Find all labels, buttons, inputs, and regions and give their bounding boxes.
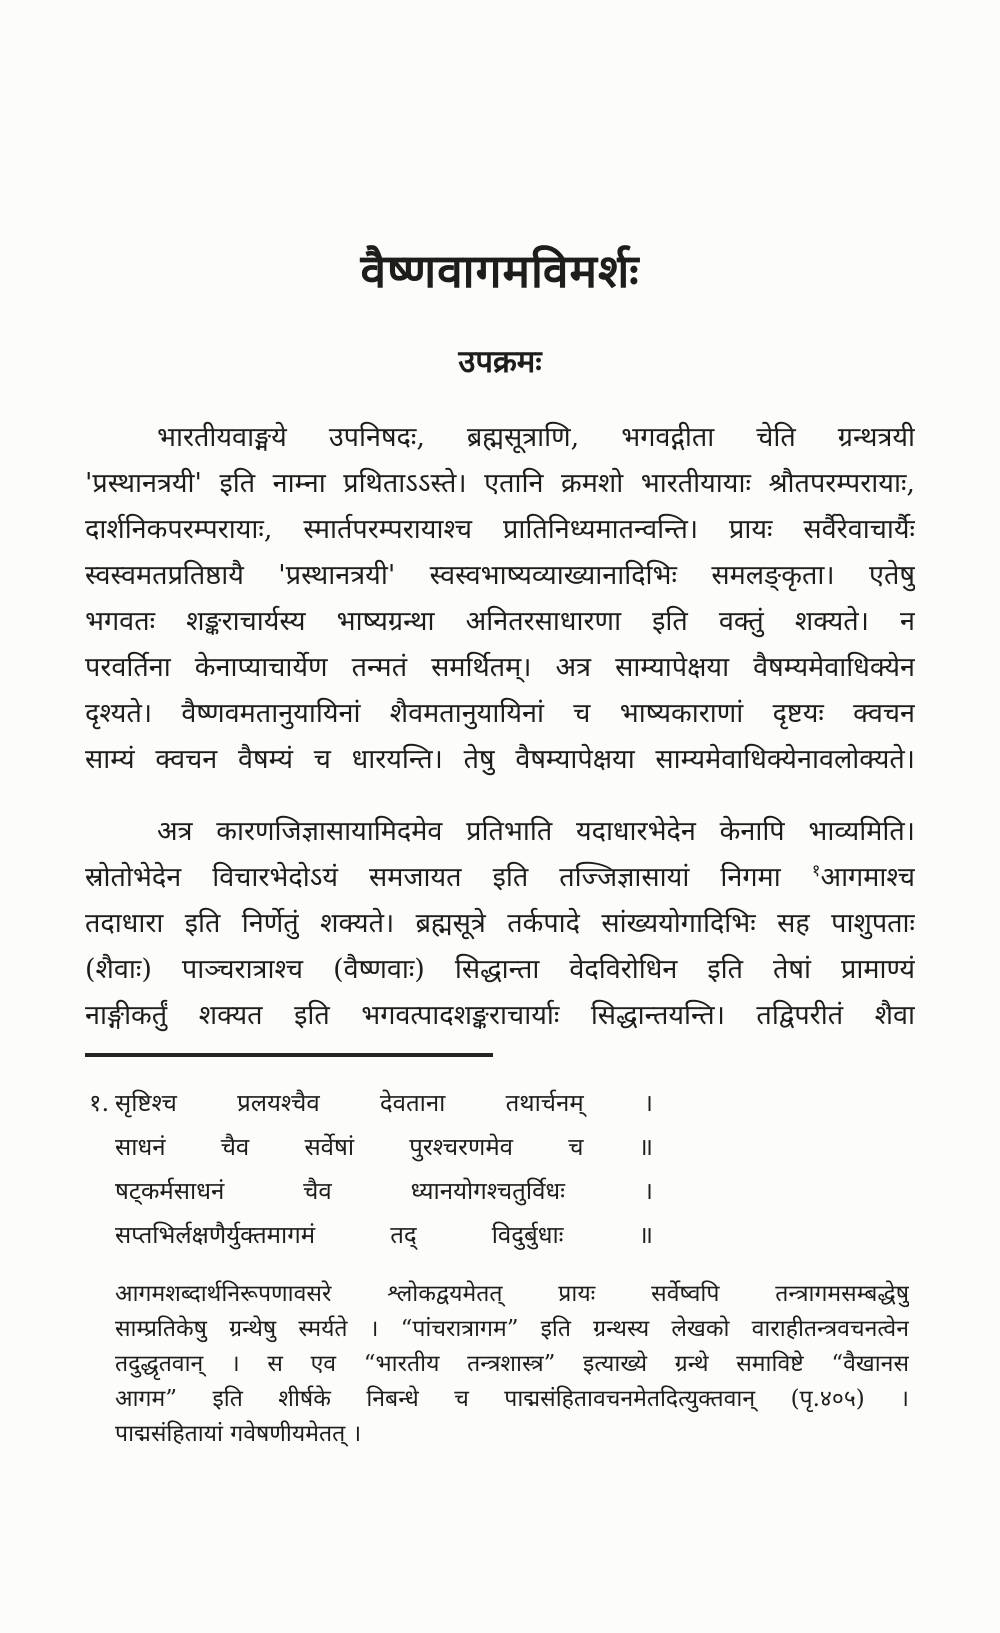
footnote-line: तदुद्धृतवान् । स एव “भारतीय तन्त्रशास्त्र” इत्याख्ये ग्रन्थे समाविष्टे “वैखानस <box>115 1350 909 1377</box>
footnote-line: पाद्मसंहितायां गवेषणीयमेतत् । <box>115 1420 362 1447</box>
body-line: भारतीयवाङ्मये उपनिषदः, ब्रह्मसूत्राणि, भगवद्गीता चेति ग्रन्थत्रयी <box>157 421 915 453</box>
footnote-line: आगमशब्दार्थनिरूपणावसरे श्लोकद्वयमेतत् प्रायः सर्वेष्वपि तन्त्रागमसम्बद्धेषु <box>115 1280 909 1307</box>
body-line: दार्शनिकपरम्परायाः, स्मार्तपरम्परायाश्च प्रातिनिध्यमातन्वन्ति। प्रायः सर्वैरेवाचार्यैः <box>85 513 915 545</box>
page-title: वैष्णवागमविमर्शः <box>360 244 640 298</box>
verse-line: सप्तभिर्लक्षणैर्युक्तमागमं तद् विदुर्बुधाः ॥ <box>115 1220 653 1249</box>
footnote-divider <box>85 1053 493 1057</box>
body-line-segment: स्रोतोभेदेन विचारभेदोऽयं समजायत इति तज्जिज्ञासायां निगमा <box>85 861 812 893</box>
body-line: तदाधारा इति निर्णेतुं शक्यते। ब्रह्मसूत्रे तर्कपादे सांख्ययोगादिभिः सह पाशुपताः <box>85 907 915 939</box>
body-line: नाङ्गीकर्तुं शक्यत इति भगवत्पादशङ्कराचार्याः सिद्धान्तयन्ति। तद्विपरीतं शैवा <box>85 999 915 1031</box>
body-line: साम्यं क्वचन वैषम्यं च धारयन्ति। तेषु वैषम्यापेक्षया साम्यमेवाधिक्येनावलोक्यते। <box>85 743 915 775</box>
body-line: परवर्तिना केनाप्याचार्येण तन्मतं समर्थितम्। अत्र साम्यापेक्षया वैषम्यमेवाधिक्येन <box>85 651 915 683</box>
verse-line: सृष्टिश्च प्रलयश्चैव देवताना तथार्चनम् । <box>115 1088 653 1117</box>
body-line: भगवतः शङ्कराचार्यस्य भाष्यग्रन्था अनितरसाधारणा इति वक्तुं शक्यते। न <box>85 605 915 637</box>
section-heading: उपक्रमः <box>458 343 542 380</box>
body-text <box>85 415 915 1039</box>
footnote-number: १. <box>89 1088 110 1117</box>
footnote-line: साम्प्रतिकेषु ग्रन्थेषु स्मर्यते । “पांचरात्रागम” इति ग्रन्थस्य लेखको वाराहीतन्त्रवचनत्वेन <box>115 1315 909 1342</box>
footnote-line: आगम” इति शीर्षके निबन्धे च पाद्मसंहितावचनमेतदित्युक्तवान् (पृ.४०५) । <box>115 1385 909 1412</box>
paragraph-1 <box>85 415 915 783</box>
footnote-verse <box>89 1081 653 1257</box>
footnote-prose <box>115 1277 909 1452</box>
body-line-with-footnote-ref <box>85 855 915 901</box>
footnotes-section <box>89 1081 915 1452</box>
body-line: 'प्रस्थानत्रयी' इति नाम्ना प्रथिताऽऽस्ते। एतानि क्रमशो भारतीयायाः श्रौतपरम्परायाः, <box>85 467 915 499</box>
body-line: (शैवाः) पाञ्चरात्राश्च (वैष्णवाः) सिद्धान्ता वेदविरोधिन इति तेषां प्रामाण्यं <box>85 953 915 985</box>
body-line: स्वस्वमतप्रतिष्ठायै 'प्रस्थानत्रयी' स्वस्वभाष्यव्याख्यानादिभिः समलङ्कृता। एतेषु <box>85 559 915 591</box>
body-line-segment: आगमाश्च <box>820 861 915 893</box>
footnote-reference-mark: १ <box>811 859 821 880</box>
verse-line: षट्कर्मसाधनं चैव ध्यानयोगश्चतुर्विधः । <box>115 1176 653 1205</box>
verse-line: साधनं चैव सर्वेषां पुरश्चरणमेव च ॥ <box>115 1132 653 1161</box>
paragraph-2 <box>85 809 915 1039</box>
body-line: अत्र कारणजिज्ञासायामिदमेव प्रतिभाति यदाधारभेदेन केनापि भाव्यमिति। <box>157 815 915 847</box>
body-line: दृश्यते। वैष्णवमतानुयायिनां शैवमतानुयायिनां च भाष्यकाराणां दृष्टयः क्वचन <box>85 697 915 729</box>
